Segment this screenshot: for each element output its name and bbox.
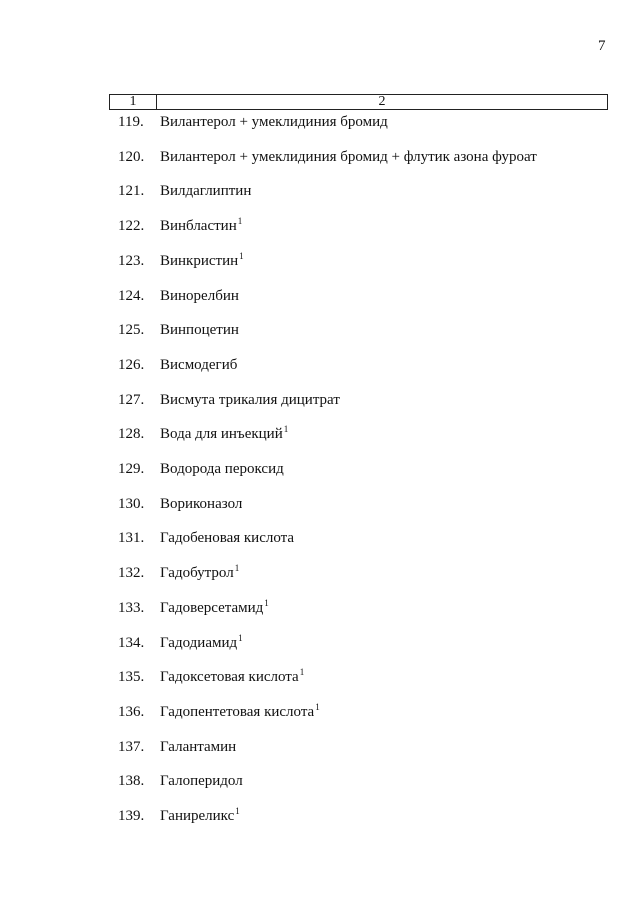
list-item <box>118 287 239 305</box>
item-number: 124. <box>118 287 145 304</box>
item-number: 139. <box>118 808 145 824</box>
list-item <box>118 634 243 652</box>
item-number: 127. <box>118 391 145 408</box>
item-name: Висмута трикалия дицитрат <box>160 391 340 408</box>
footnote-marker: 1 <box>315 701 320 712</box>
item-number: 120. <box>118 148 145 165</box>
item-name: Галоперидол <box>160 773 243 790</box>
item-number: 130. <box>118 495 145 512</box>
list-item <box>118 807 240 825</box>
list-item <box>118 738 236 756</box>
item-number: 131. <box>118 530 145 547</box>
item-number: 122. <box>118 218 145 235</box>
item-name: Винкристин <box>160 252 239 269</box>
item-number: 119. <box>118 114 144 130</box>
list-item <box>118 182 251 200</box>
item-name: Вилантерол + умеклидиния бромид + флутик азона фуроат <box>160 148 537 165</box>
item-number: 137. <box>118 738 145 755</box>
item-number: 135. <box>118 669 145 686</box>
list-item <box>118 460 284 478</box>
list-item <box>118 599 269 617</box>
item-name: Гадодиамид <box>160 634 238 651</box>
footnote-marker: 1 <box>234 563 240 574</box>
footnote-marker: 1 <box>238 632 243 643</box>
item-number: 125. <box>118 322 145 339</box>
item-number: 128. <box>118 426 145 443</box>
list-item <box>118 113 388 131</box>
footnote-marker: 1 <box>299 667 305 678</box>
footnote-marker: 1 <box>237 216 243 227</box>
item-name: Винорелбин <box>160 287 239 304</box>
item-name: Винбластин <box>160 218 237 235</box>
item-number: 126. <box>118 356 145 373</box>
list-item <box>118 495 242 513</box>
footnote-marker: 1 <box>239 250 244 261</box>
list-item <box>118 217 242 235</box>
item-number: 132. <box>118 565 145 582</box>
item-number: 121. <box>118 183 145 200</box>
item-name: Вилдаглиптин <box>160 183 252 200</box>
item-name: Гадопентетовая кислота <box>160 703 315 720</box>
footnote-marker: 1 <box>283 424 289 435</box>
item-number: 133. <box>118 599 145 616</box>
footnote-marker: 1 <box>235 806 240 816</box>
list-item <box>118 668 304 686</box>
item-name: Гадоверсетамид <box>160 599 264 616</box>
item-number: 138. <box>118 773 145 790</box>
list-item <box>118 148 537 166</box>
item-name: Гадобутрол <box>160 565 234 582</box>
item-name: Ганиреликс <box>160 808 235 824</box>
list-item <box>118 529 294 547</box>
item-name: Вориконазол <box>160 495 243 512</box>
list-item <box>118 356 237 374</box>
footnote-marker: 1 <box>264 597 269 608</box>
item-number: 134. <box>118 634 145 651</box>
list-item <box>118 425 288 443</box>
item-name: Винпоцетин <box>160 322 239 339</box>
item-name: Гадобеновая кислота <box>160 530 295 547</box>
list-item <box>118 772 243 790</box>
page-number: 7 <box>598 38 606 54</box>
list-item <box>118 564 239 582</box>
item-name: Вилантерол + умеклидиния бромид <box>160 114 388 130</box>
item-number: 123. <box>118 252 145 269</box>
list-item <box>118 321 239 339</box>
item-number: 136. <box>118 703 145 720</box>
column-header-2: 2 <box>378 94 386 109</box>
list-item <box>118 703 320 721</box>
item-name: Гадоксетовая кислота <box>160 669 299 686</box>
item-name: Галантамин <box>160 738 237 755</box>
table-header <box>109 94 608 110</box>
list-item <box>118 252 244 270</box>
item-name: Висмодегиб <box>160 356 238 373</box>
list-item <box>118 391 340 409</box>
column-header-1: 1 <box>110 95 157 109</box>
item-name: Водорода пероксид <box>160 461 284 477</box>
item-name: Вода для инъекций <box>160 426 283 443</box>
item-number: 129. <box>118 461 145 477</box>
